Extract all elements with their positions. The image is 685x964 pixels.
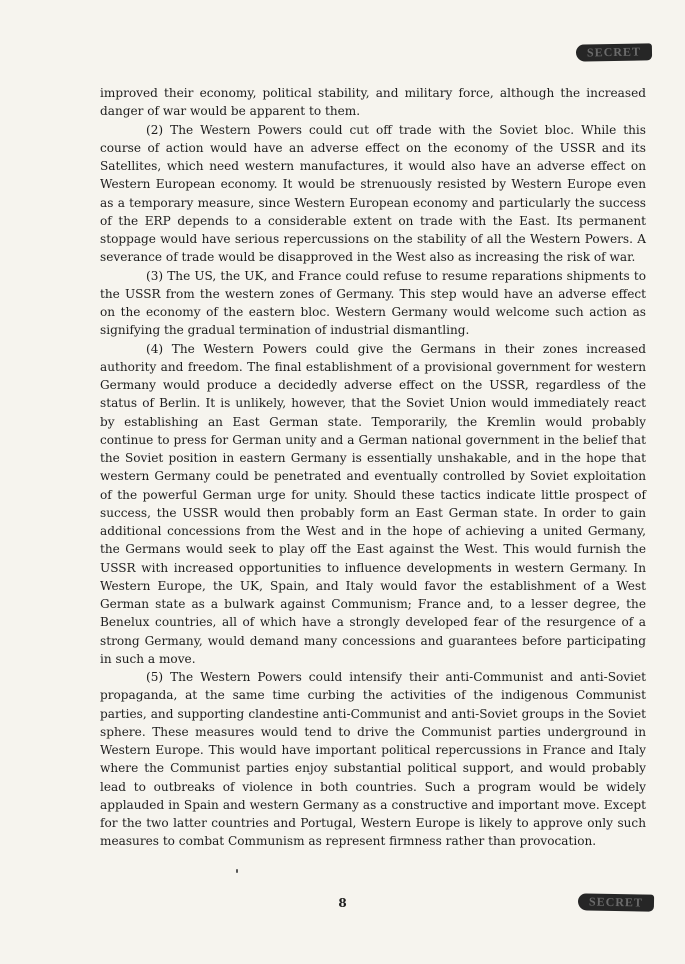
body-text bbox=[100, 84, 646, 851]
paragraph-3: (3) The US, the UK, and France could refuse to resume reparations shipments to the USSR from the western zones of Germany. This step would have an adverse effect on the economy of the eastern bloc. Western Germany would welcome such action as signifying the gradual termination of industrial dismantling. bbox=[100, 268, 646, 338]
paragraph-4: (4) The Western Powers could give the Germans in their zones increased authority and freedom. The final establishment of a provisional government for western Germany would produce a decidedly adverse effect on the USSR, regardless of the status of Berlin. It is unlikely, however, that the Soviet Union would immediately react by establishing an East German state. Temporarily, the Kremlin would probably continue to press for German unity and a German national government in the belief that the Soviet position in eastern Germany is essentially unshakable, and in the hope that western Germany could be penetrated and eventually controlled by Soviet exploitation of the powerful German urge for unity. Should these tactics indicate little prospect of success, the USSR would then probably form an East German state. In order to gain additional concessions from the West and in the hope of achieving a united Germany, the Germans would seek to play off the East against the West. This would furnish the USSR with increased opportunities to influence developments in western Germany. In Western Europe, the UK, Spain, and Italy would favor the establishment of a West German state as a bulwark against Communism; France and, to a lesser degree, the Benelux countries, all of which have a strongly developed fear of the resurgence of a strong Germany, would demand many concessions and guarantees before participating in such a move. bbox=[100, 341, 646, 666]
paragraph-continuation: improved their economy, political stability, and military force, although the increased danger of war would be apparent to them. bbox=[100, 86, 646, 119]
paragraph-5: (5) The Western Powers could intensify their anti-Communist and anti-Soviet propaganda, at the same time curbing the activities of the indigenous Communist parties, and supporting clandestine anti-Communist and anti-Soviet groups in the Soviet sphere. These measures would tend to drive the Communist parties underground in Western Europe. This would have important political repercussions in France and Italy where the Communist parties enjoy substantial political support, and would probably lead to outbreaks of violence in both countries. Such a program would be widely applauded in Spain and western Germany as a constructive and important move. Except for the two latter countries and Portugal, Western Europe is likely to approve only such measures to combat Communism as represent firmness rather than provocation. bbox=[100, 670, 646, 849]
classification-stamp-top: SECRET bbox=[576, 43, 652, 61]
paragraph-2: (2) The Western Powers could cut off trade with the Soviet bloc. While this course of action would have an adverse effect on the economy of the USSR and its Satellites, which need western manufactures, it would also have an adverse effect on Western European economy. It would be strenuously resisted by Western Europe even as a temporary measure, since Western European economy and particularly the success of the ERP depends to a considerable extent on trade with the East. Its permanent stoppage would have serious repercussions on the stability of all the Western Powers. A severance of trade would be disapproved in the West also as increasing the risk of war. bbox=[100, 122, 646, 265]
page-number: 8 bbox=[338, 896, 347, 910]
scan-speck bbox=[236, 869, 238, 873]
classification-stamp-bottom: SECRET bbox=[578, 893, 654, 911]
